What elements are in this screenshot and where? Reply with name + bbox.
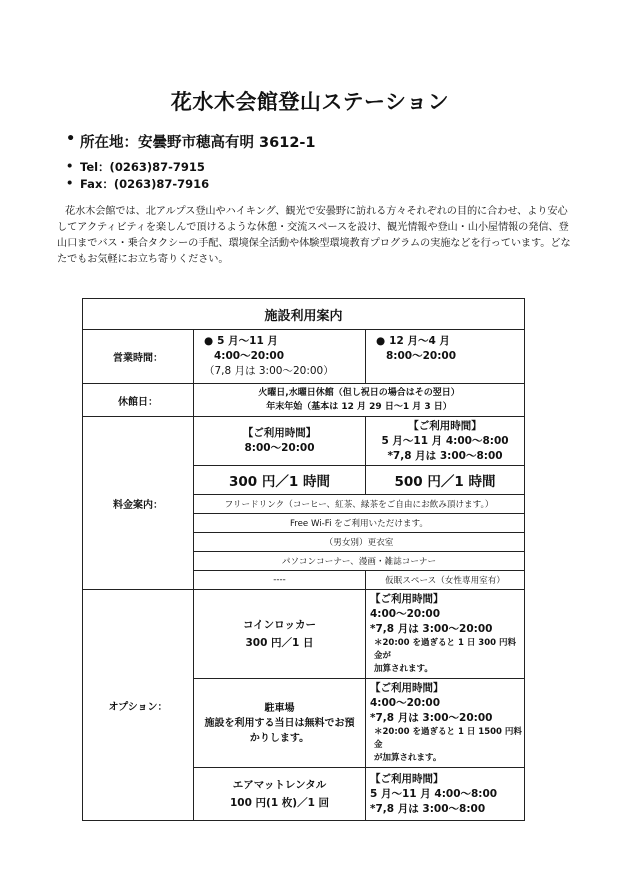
fees-left-price: 300 円／1 時間 bbox=[194, 466, 366, 495]
option-name: エアマットレンタル bbox=[232, 779, 327, 791]
option-note-1: ＊20:00 を過ぎると 1 日 300 円料金が bbox=[374, 638, 517, 661]
option-item-name bbox=[194, 768, 366, 821]
page-title: 花水木会館登山ステーション bbox=[170, 90, 450, 114]
changing-room: （男女別）更衣室 bbox=[194, 533, 525, 552]
nap-space: 仮眠スペース（女性専用室有） bbox=[366, 571, 525, 590]
bullet-icon: • bbox=[66, 131, 76, 147]
option-price: 300 円／1 日 bbox=[245, 637, 314, 649]
option-price: 100 円(1 枚)／1 回 bbox=[229, 797, 330, 809]
closed-label: 休館日： bbox=[83, 384, 194, 417]
option-time-2: *7,8 月は 3:00〜20:00 bbox=[370, 623, 493, 635]
option-note-2: 加算されます。 bbox=[374, 664, 433, 674]
wifi-info: Free Wi-Fi をご利用いただけます。 bbox=[194, 514, 525, 533]
facility-table bbox=[82, 298, 525, 821]
no-nap-space: ---- bbox=[194, 571, 366, 590]
bullet-icon: • bbox=[66, 159, 74, 173]
fees-label: 料金案内： bbox=[83, 417, 194, 590]
option-time-1: 4:00〜20:00 bbox=[370, 608, 441, 620]
summer-time: 4:00〜20:00 bbox=[214, 350, 285, 362]
option-item-name bbox=[194, 679, 366, 768]
summer-note: （7,8 月は 3:00〜20:00） bbox=[204, 365, 334, 377]
fax-line bbox=[66, 176, 210, 192]
hours-summer bbox=[194, 330, 366, 384]
option-time bbox=[366, 768, 525, 821]
fees-right-time-title: 【ご利用時間】 bbox=[408, 419, 482, 432]
fees-left-time bbox=[194, 417, 366, 466]
option-time-title: 【ご利用時間】 bbox=[370, 772, 444, 785]
address-line bbox=[66, 131, 316, 152]
fees-right-time bbox=[366, 417, 525, 466]
fees-right-price: 500 円／1 時間 bbox=[366, 466, 525, 495]
option-time bbox=[366, 679, 525, 768]
free-drink: フリードリンク（コーヒー、紅茶、緑茶をご自由にお飲み頂けます。） bbox=[194, 495, 525, 514]
closed-line-2: 年末年始（基本は 12 月 29 日〜1 月 3 日） bbox=[266, 402, 452, 412]
winter-time: 8:00〜20:00 bbox=[386, 350, 457, 362]
option-time-title: 【ご利用時間】 bbox=[370, 682, 444, 694]
summer-period: 5 月〜11 月 bbox=[217, 335, 278, 347]
option-time-1: 5 月〜11 月 4:00〜8:00 bbox=[370, 787, 498, 800]
option-item-name bbox=[194, 590, 366, 679]
options-label: オプション： bbox=[83, 590, 194, 821]
option-name: コインロッカー bbox=[243, 619, 316, 631]
option-time-1: 4:00〜20:00 bbox=[370, 697, 441, 709]
table-header: 施設利用案内 bbox=[83, 299, 525, 330]
tel-text: Tel：(0263)87-7915 bbox=[80, 160, 205, 174]
option-time bbox=[366, 590, 525, 679]
fax-text: Fax：(0263)87-7916 bbox=[80, 177, 210, 191]
fees-left-time-value: 8:00〜20:00 bbox=[244, 442, 315, 454]
pc-manga-corner: パソコンコーナー、漫画・雑誌コーナー bbox=[194, 552, 525, 571]
hours-winter bbox=[366, 330, 525, 384]
bullet-icon: • bbox=[66, 176, 74, 190]
option-time-2: *7,8 月は 3:00〜20:00 bbox=[370, 712, 493, 724]
hours-label: 営業時間： bbox=[83, 330, 194, 384]
option-sub: 施設を利用する当日は無料でお預かりします。 bbox=[204, 717, 355, 744]
fees-right-time-2: *7,8 月は 3:00〜8:00 bbox=[387, 449, 503, 462]
option-time-2: *7,8 月は 3:00〜8:00 bbox=[370, 802, 486, 815]
tel-line bbox=[66, 159, 205, 175]
option-name: 駐車場 bbox=[264, 702, 295, 714]
bullet-icon: ● bbox=[376, 335, 386, 347]
bullet-icon: ● bbox=[204, 335, 214, 347]
fees-right-time-1: 5 月〜11 月 4:00〜8:00 bbox=[381, 434, 509, 447]
intro-paragraph: 花水木会館では、北アルプス登山やハイキング、観光で安曇野に訪れる方々それぞれの目的に合わせ、より安心してアクティビティを楽しんで頂けるような休憩・交流スペースを設け、観光情報や登山・山小屋情報の発信、登山口までバス・乗合タクシーの手配、環境保全活動や体験型環境教育プログラムの実施などを行っています。どなたでもお気軽にお立ち寄りください。 bbox=[57, 206, 571, 265]
closed-days bbox=[194, 384, 525, 417]
closed-line-1: 火曜日,水曜日休館（但し祝日の場合はその翌日） bbox=[258, 388, 460, 398]
winter-period: 12 月〜4 月 bbox=[389, 335, 450, 347]
address-text: 所在地：安曇野市穂高有明 3612-1 bbox=[80, 135, 316, 151]
option-time-title: 【ご利用時間】 bbox=[370, 593, 444, 605]
fees-left-time-title: 【ご利用時間】 bbox=[242, 427, 317, 439]
option-note-2: が加算されます。 bbox=[374, 753, 442, 763]
option-note-1: ＊20:00 を過ぎると 1 日 1500 円料金 bbox=[374, 727, 522, 750]
